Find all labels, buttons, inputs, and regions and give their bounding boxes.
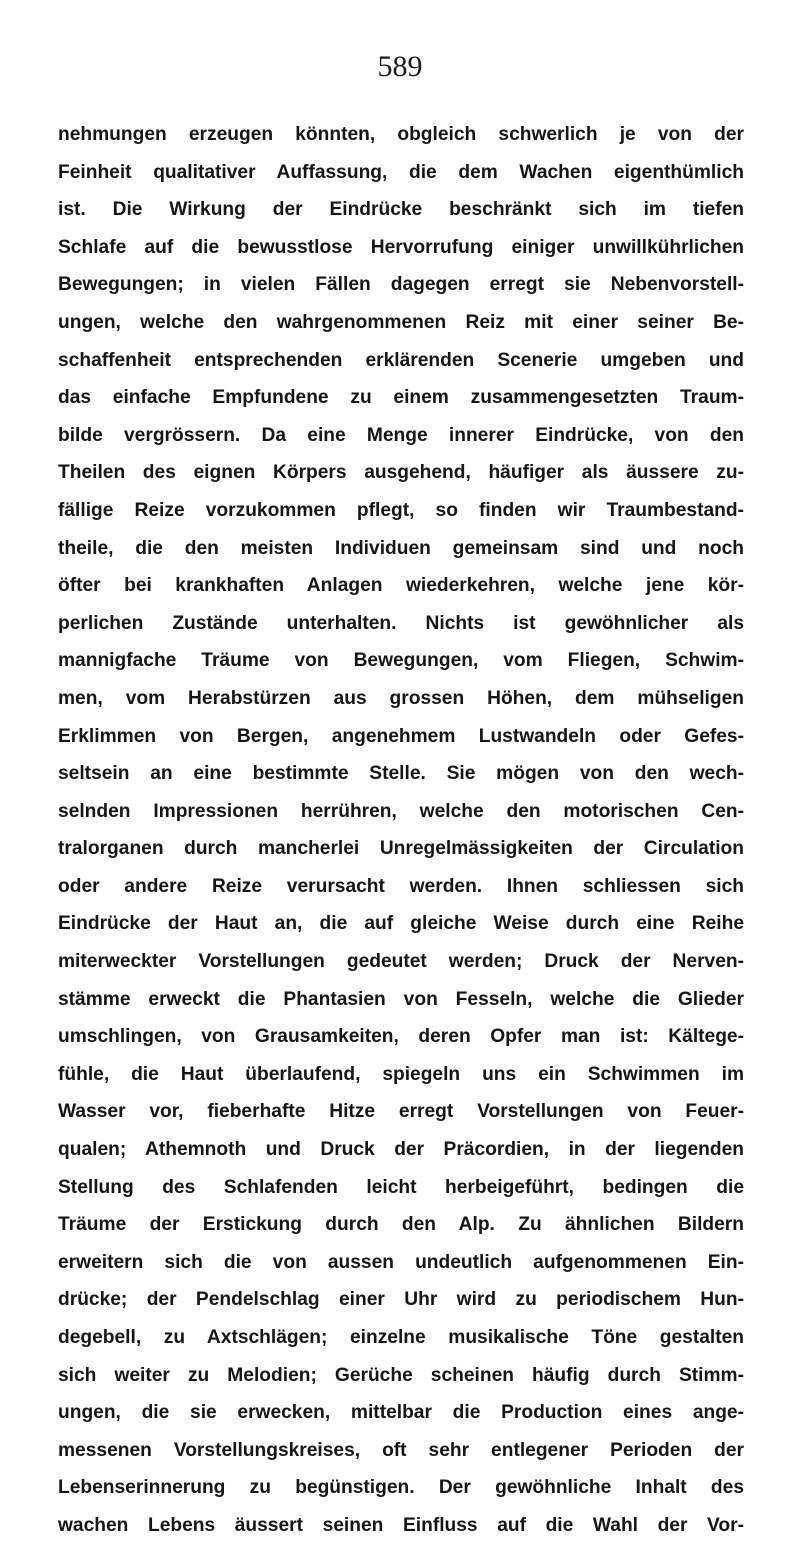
text-line: öfter bei krankhaften Anlagen wiederkehren, welche jene kör- (58, 575, 744, 597)
text-line: wachen Lebens äussert seinen Einfluss auf die Wahl der Vor- (58, 1514, 744, 1536)
text-line: ungen, welche den wahrgenommenen Reiz mit einer seiner Be- (58, 311, 744, 333)
text-line: das einfache Empfundene zu einem zusammengesetzten Traum- (58, 387, 744, 409)
text-line: erweitern sich die von aussen undeutlich aufgenommenen Ein- (58, 1251, 744, 1273)
text-line: stämme erweckt die Phantasien von Fesseln, welche die Glieder (58, 988, 744, 1010)
text-line: nehmungen erzeugen könnten, obgleich schwerlich je von der (58, 124, 744, 145)
text-line: theile, die den meisten Individuen gemeinsam sind und noch (58, 537, 744, 559)
text-line: Theilen des eignen Körpers ausgehend, häufiger als äussere zu- (58, 462, 744, 484)
text-line: men, vom Herabstürzen aus grossen Höhen, dem mühseligen (58, 687, 744, 709)
text-line: perlichen Zustände unterhalten. Nichts ist gewöhnlicher als (58, 612, 744, 634)
text-line: umschlingen, von Grausamkeiten, deren Opfer man ist: Kältege- (58, 1026, 744, 1048)
text-line: Bewegungen; in vielen Fällen dagegen erregt sie Nebenvorstell- (58, 274, 744, 296)
text-line: Wasser vor, fieberhafte Hitze erregt Vorstellungen von Feuer- (58, 1101, 744, 1123)
text-line: selnden Impressionen herrühren, welche den motorischen Cen- (58, 800, 744, 822)
page-number: 589 (377, 50, 423, 83)
text-line: fühle, die Haut überlaufend, spiegeln uns ein Schwimmen im (58, 1063, 744, 1085)
text-line: Schlafe auf die bewusstlose Hervorrufung einiger unwillkührlichen (58, 236, 744, 258)
text-line: drücke; der Pendelschlag einer Uhr wird zu periodischem Hun- (58, 1289, 744, 1311)
text-line: qualen; Athemnoth und Druck der Präcordien, in der liegenden (58, 1139, 744, 1161)
text-line: ist. Die Wirkung der Eindrücke beschränkt sich im tiefen (58, 199, 744, 221)
text-line: Feinheit qualitativer Auffassung, die dem Wachen eigenthümlich (58, 161, 744, 183)
text-line: oder andere Reize verursacht werden. Ihnen schliessen sich (58, 875, 744, 897)
text-line: seltsein an eine bestimmte Stelle. Sie mögen von den wech- (58, 763, 744, 785)
text-line: fällige Reize vorzukommen pflegt, so finden wir Traumbestand- (58, 499, 744, 521)
text-line: sich weiter zu Melodien; Gerüche scheinen häufig durch Stimm- (58, 1364, 744, 1386)
text-line: tralorganen durch mancherlei Unregelmässigkeiten der Circulation (58, 838, 744, 860)
text-line: mannigfache Träume von Bewegungen, vom Fliegen, Schwim- (58, 650, 744, 672)
body-text (58, 116, 744, 1545)
text-line: Träume der Erstickung durch den Alp. Zu ähnlichen Bildern (58, 1214, 744, 1236)
text-line: Erklimmen von Bergen, angenehmem Lustwandeln oder Gefes- (58, 725, 744, 747)
text-line: messenen Vorstellungskreises, oft sehr entlegener Perioden der (58, 1439, 744, 1461)
text-line: miterweckter Vorstellungen gedeutet werden; Druck der Nerven- (58, 951, 744, 973)
text-line: schaffenheit entsprechenden erklärenden Scenerie umgeben und (58, 349, 744, 371)
text-line: Eindrücke der Haut an, die auf gleiche Weise durch eine Reihe (58, 913, 744, 935)
text-line: bilde vergrössern. Da eine Menge innerer Eindrücke, von den (58, 424, 744, 446)
text-line: ungen, die sie erwecken, mittelbar die Production eines ange- (58, 1402, 744, 1424)
text-line: Stellung des Schlafenden leicht herbeigeführt, bedingen die (58, 1176, 744, 1198)
text-line: Lebenserinnerung zu begünstigen. Der gewöhnliche Inhalt des (58, 1477, 744, 1499)
text-line: degebell, zu Axtschlägen; einzelne musikalische Töne gestalten (58, 1327, 744, 1348)
